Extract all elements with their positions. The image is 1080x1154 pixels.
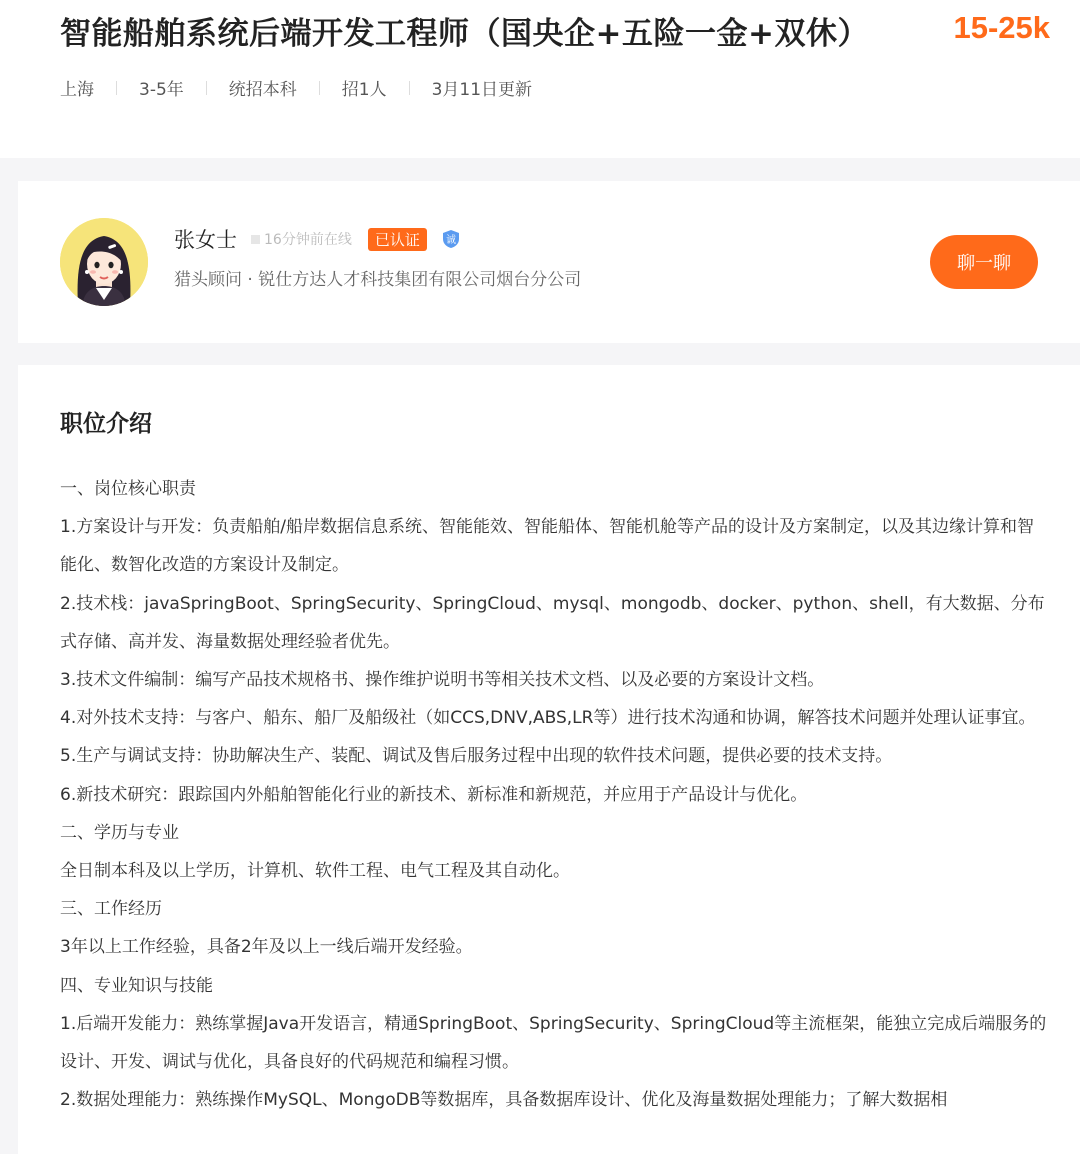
avatar[interactable] [60,218,148,306]
online-status [251,229,352,249]
shield-icon [441,229,461,249]
meta-headcount: 招1人 [341,80,387,100]
section-title: 职位介绍 [60,411,152,437]
description-line: 5.生产与调试支持：协助解决生产、装配、调试及售后服务过程中出现的软件技术问题，提供必要的技术支持。 [60,746,893,767]
recruiter-card [18,181,1080,343]
description-line: 三、工作经历 [60,899,162,920]
description-line: 4.对外技术支持：与客户、船东、船厂及船级社（如CCS,DNV,ABS,LR等）进行技术沟通和协调，解答技术问题并处理认证事宜。 [60,708,1036,729]
job-description [60,470,1050,1119]
job-header [0,0,1080,158]
description-line: 3.技术文件编制：编写产品技术规格书、操作维护说明书等相关技术文档、以及必要的方案设计文档。 [60,670,825,691]
meta-location: 上海 [60,80,94,100]
job-meta [60,75,532,100]
recruiter-name: 张女士 [174,228,237,252]
description-line: 二、学历与专业 [60,822,179,843]
divider [409,81,410,95]
online-status-text: 16分钟前在线 [264,232,352,248]
description-line: 3年以上工作经验，具备2年及以上一线后端开发经验。 [60,937,473,958]
meta-experience: 3-5年 [139,80,184,100]
description-line: 6.新技术研究：跟踪国内外船舶智能化行业的新技术、新标准和新规范，并应用于产品设计与优化。 [60,784,808,805]
job-salary: 15-25k [953,10,1050,45]
divider [206,81,207,95]
divider [319,81,320,95]
meta-education: 统招本科 [228,80,297,100]
verified-badge: 已认证 [368,228,427,251]
divider [116,81,117,95]
avatar-illustration [60,218,148,306]
description-line: 一、岗位核心职责 [60,479,196,499]
chat-button[interactable]: 聊一聊 [930,235,1038,289]
description-line: 1.方案设计与开发：负责船舶/船岸数据信息系统、智能能效、智能船体、智能机舱等产品的设计及方案制定，以及其边缘计算和智能化、数智化改造的方案设计及制定。 [60,517,1034,576]
online-dot-icon [251,235,260,244]
description-line: 1.后端开发能力：熟练掌握Java开发语言，精通SpringBoot、SpringSecurity、SpringCloud等主流框架，能独立完成后端服务的设计、开发、调试与优化，具备良好的代码规范和编程习惯。 [60,1013,1047,1073]
description-line: 2.数据处理能力：熟练操作MySQL、MongoDB等数据库，具备数据库设计、优化及海量数据处理能力；了解大数据相 [60,1090,948,1111]
verify-icon-label: 诚 [445,235,456,246]
description-line: 四、专业知识与技能 [60,975,213,996]
job-description-card [18,365,1080,1154]
description-line: 全日制本科及以上学历，计算机、软件工程、电气工程及其自动化。 [60,861,570,882]
meta-updated: 3月11日更新 [431,80,533,100]
recruiter-name-row [174,224,461,254]
job-title: 智能船舶系统后端开发工程师（国央企+五险一金+双休） [60,16,869,52]
recruiter-company: 猎头顾问 · 锐仕方达人才科技集团有限公司烟台分公司 [174,270,582,290]
description-line: 2.技术栈：javaSpringBoot、SpringSecurity、SpringCloud、mysql、mongodb、docker、python、shell，有大数据、分布式存储、高并发、海量数据处理经验者优先。 [60,593,1045,652]
